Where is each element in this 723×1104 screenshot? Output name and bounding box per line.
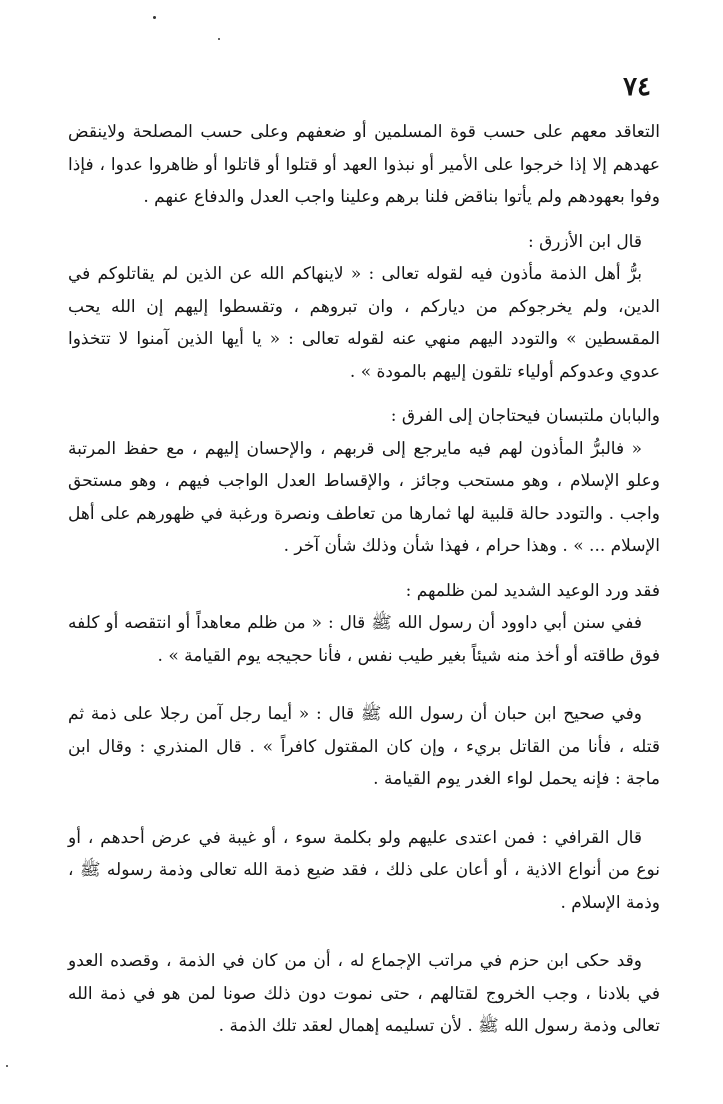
- scan-speck: [6, 1065, 8, 1067]
- scan-speck: [218, 38, 220, 40]
- paragraph: برُّ أهل الذمة مأذون فيه لقوله تعالى : « لاينهاكم الله عن الذين لم يقاتلوكم في الدين، ولم يخرجوكم من دياركم ، وان تبروهم ، وتقسطوا إليهم إن الله يحب المقسطين » والتودد اليهم منهي عنه لقوله تعالى : « يا أيها الذين آمنوا لا تتخذوا عدوي وعدوكم أولياء تلقون إليهم بالمودة » .: [68, 264, 660, 382]
- paragraph: التعاقد معهم على حسب قوة المسلمين أو ضعفهم وعلى حسب المصلحة ولاينقض عهدهم إلا إذا خرجوا على الأمير أو نبذوا العهد أو قتلوا أو قاتلوا أو ظاهروا عدوا ، فإذا وفوا بعهودهم ولم يأتوا بناقض فلنا برهم وعلينا واجب العدل والدفاع عنهم .: [68, 122, 660, 207]
- paragraph: قال القرافي : فمن اعتدى عليهم ولو بكلمة سوء ، أو غيبة في عرض أحدهم ، أو نوع من أنواع الاذية ، أو أعان على ذلك ، فقد ضيع ذمة الله تعالى وذمة رسوله ﷺ ، وذمة الإسلام .: [68, 827, 660, 913]
- paragraph: والبابان ملتبسان فيحتاجان إلى الفرق :: [390, 406, 660, 426]
- paragraph: وفي صحيح ابن حبان أن رسول الله ﷺ قال : « أيما رجل آمن رجلا على ذمة ثم قتله ، فأنا من القاتل بريء ، وإن كان المقتول كافراً » . قال المنذري : وقال ابن ماجة : فإنه يحمل لواء الغدر يوم القيامة .: [68, 704, 660, 789]
- scan-speck: [153, 16, 156, 19]
- paragraph: « فالبرُّ المأذون لهم فيه مايرجع إلى قربهم ، والإحسان إليهم ، مع حفظ المرتبة وعلو الإسلام ، وهو مستحب وجائز ، والإقساط العدل الواجب فيهم ، وهو مستحق واجب . والتودد حالة قلبية لها ثمارها من تعاطف ونصرة ورغبة في ظهورهم على أهل الإسلام ... » . وهذا حرام ، فهذا شأن وذلك شأن آخر .: [68, 438, 660, 556]
- paragraph: قال ابن الأزرق :: [527, 231, 642, 252]
- paragraph: فقد ورد الوعيد الشديد لمن ظلمهم :: [405, 580, 660, 601]
- paragraph: ففي سنن أبي داوود أن رسول الله ﷺ قال : « من ظلم معاهداً أو انتقصه أو كلفه فوق طاقته أو أخذ منه شيئاً بغير طيب نفس ، فأنا حجيجه يوم القيامة » .: [68, 613, 660, 666]
- paragraph: وقد حكى ابن حزم في مراتب الإجماع له ، أن من كان في الذمة ، وقصده العدو في بلادنا ، وجب الخروج لقتالهم ، حتى نموت دون ذلك صونا لمن هو في ذمة الله تعالى وذمة رسول الله ﷺ . لأن تسليمه إهمال لعقد تلك الذمة .: [68, 951, 660, 1036]
- page-number: ٧٤: [623, 72, 651, 102]
- page-body: [68, 116, 660, 1043]
